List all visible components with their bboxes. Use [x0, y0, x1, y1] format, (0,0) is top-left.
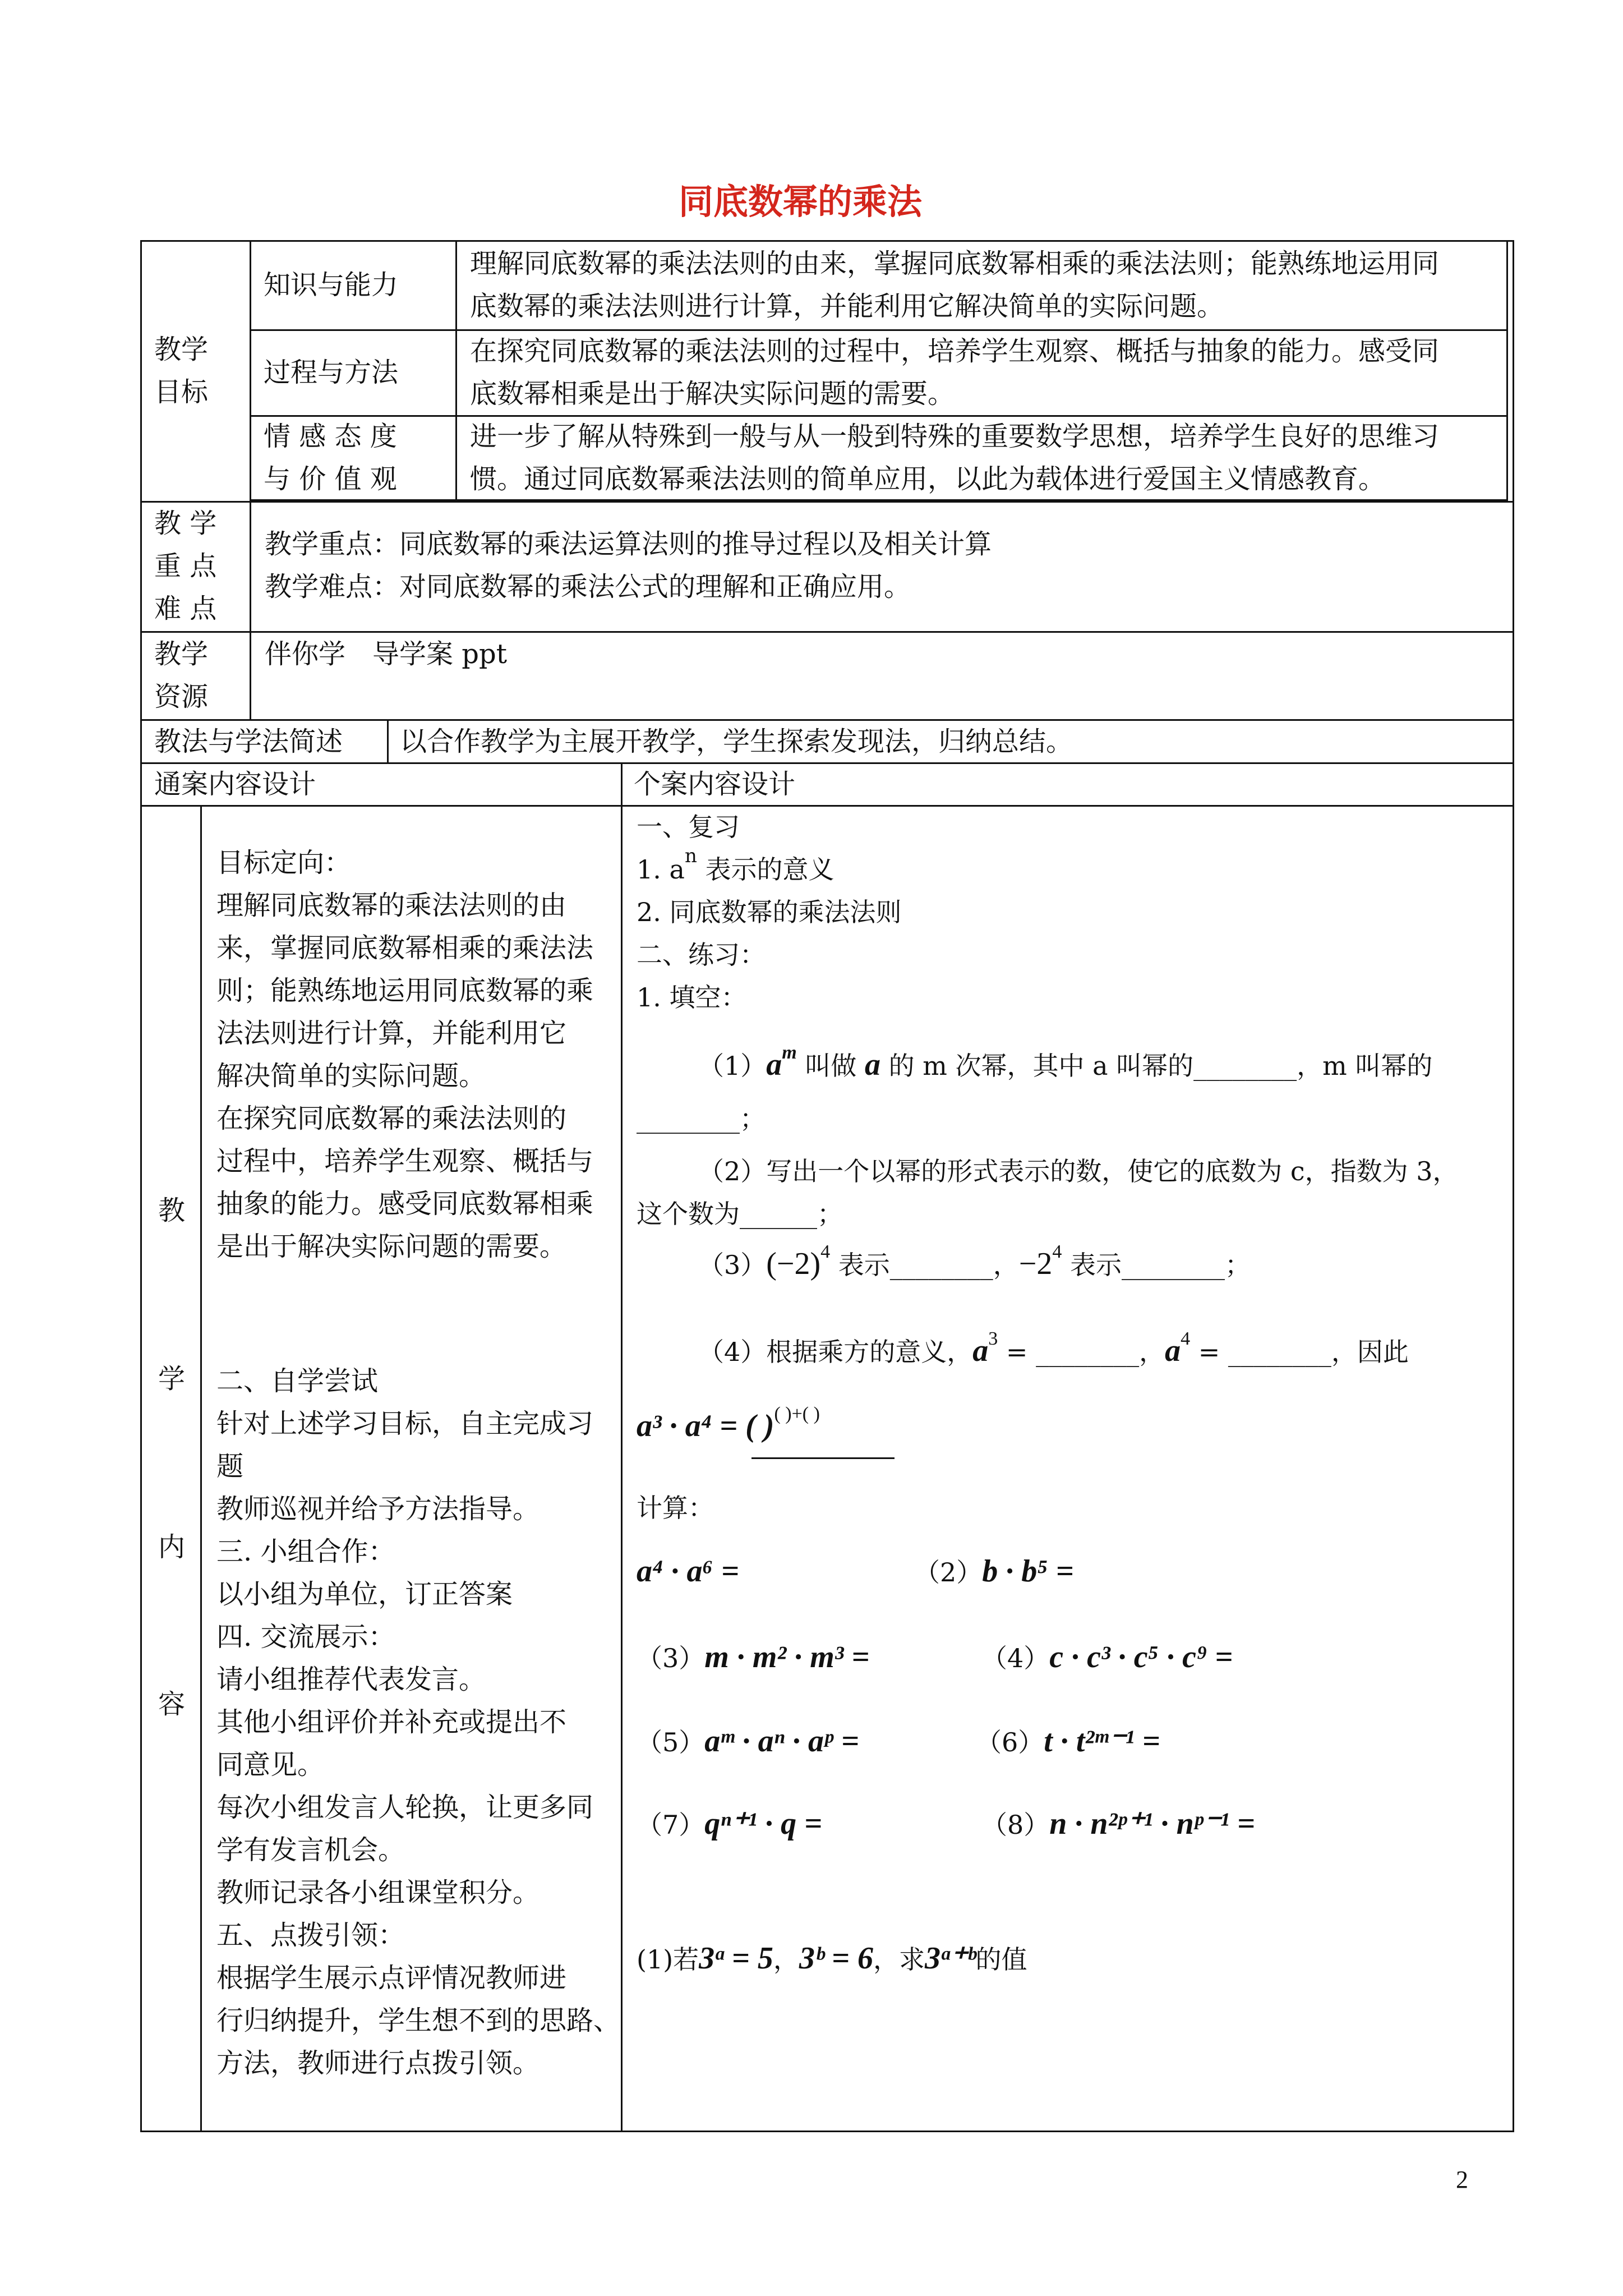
step-line: 每次小组发言人轮换，让更多同 [216, 1792, 594, 1823]
table-border-left [140, 240, 142, 2132]
goal-line: 解决简单的实际问题。 [216, 1060, 486, 1092]
objective-label: 过程与方法 [264, 357, 399, 388]
step-line: 教师巡视并给予方法指导。 [216, 1493, 540, 1525]
methods-value: 以合作教学为主展开教学，学生探索发现法，归纳总结。 [400, 726, 1073, 757]
step-line: 其他小组评价并补充或提出不 [216, 1706, 567, 1738]
objective-label [264, 415, 397, 500]
divider [140, 805, 1514, 807]
q1-base-2: a [864, 1047, 880, 1082]
q1-base: a [766, 1047, 782, 1082]
step-line: 根据学生展示点评情况教师进 [216, 1962, 567, 1994]
q4-formula-exp: ( )+( ) [774, 1404, 820, 1425]
calc-item [981, 1803, 1255, 1846]
divider [140, 501, 1514, 503]
question-4 [698, 1329, 1409, 1373]
objective-line: 理解同底数幂的乘法法则的由来，掌握同底数幂相乘的乘法法则；能熟练地运用同 [470, 248, 1440, 279]
objectives-header [154, 328, 208, 413]
q3-exp-1: 4 [820, 1241, 831, 1263]
calc-expr: m · m² · m³ = [704, 1640, 870, 1674]
resources-header-line: 教学 [154, 638, 209, 670]
table-border-right [1513, 240, 1514, 2132]
resources-header-line: 资源 [154, 681, 209, 712]
problem-pre: (1)若 [637, 1944, 699, 1975]
goal-line: 目标定向： [216, 847, 352, 878]
objective-line: 进一步了解从特殊到一般与从一般到特殊的重要数学思想，培养学生良好的思维习 [470, 421, 1440, 452]
step-line: 行归纳提升，学生想不到的思路、 [216, 2005, 621, 2036]
q2-line-2: 这个数为______； [637, 1199, 843, 1229]
objective-text [470, 330, 1439, 415]
objective-line: 惯。通过同底数幂乘法法则的简单应用，以此为载体进行爱国主义情感教育。 [470, 463, 1386, 495]
calc-expr: c · c³ · c⁵ · c⁹ = [1049, 1640, 1233, 1674]
q1-label: （1） [698, 1051, 767, 1081]
objectives-header-line: 教学 [154, 334, 209, 365]
problem-expr-3: 3ᵃ⁺ᵇ [924, 1941, 976, 1976]
goal-section [216, 841, 593, 1268]
divider [250, 631, 251, 721]
calc-expr: aᵐ · aⁿ · aᵖ = [704, 1724, 859, 1759]
objectives-header-line: 目标 [154, 376, 209, 408]
step-line: 同意见。 [216, 1749, 325, 1780]
step-line: 以小组为单位，订正答案 [216, 1579, 513, 1610]
q1-rest: 的 m 次幂，其中 a 叫幂的________，m 叫幂的 [880, 1051, 1433, 1081]
table-border-bottom [140, 2131, 1514, 2132]
q2-line-1: （2）写出一个以幂的形式表示的数，使它的底数为 c，指数为 3， [698, 1156, 1459, 1186]
q3-expr-2: −2 [1018, 1246, 1053, 1281]
divider [387, 719, 389, 764]
review-item-1-post: 表示的意义 [697, 854, 834, 885]
calc-item [637, 1803, 822, 1846]
left-column-header: 通案内容设计 [154, 769, 316, 800]
q4-base-1: a [972, 1333, 989, 1368]
calc-label: （6） [976, 1727, 1044, 1757]
goal-line: 则；能熟练地运用同底数幂的乘 [216, 975, 594, 1006]
divider [621, 762, 623, 2132]
objective-text [470, 242, 1439, 328]
side-label-char: 学 [158, 1363, 186, 1395]
answer-underline [751, 1457, 895, 1459]
q1-exp: m [782, 1042, 797, 1064]
q3-mid: 表示________， [830, 1250, 1019, 1280]
calc-expr: qⁿ⁺¹ · q = [704, 1806, 823, 1841]
objective-label-line: 情 感 态 度 [264, 421, 397, 452]
review-item-1-sup: n [684, 845, 697, 868]
q1-end: ________； [637, 1103, 766, 1134]
review-title: 一、复习 [637, 812, 740, 842]
step-line: 三. 小组合作： [216, 1536, 395, 1567]
calc-expr: t · t²ᵐ⁻¹ = [1044, 1724, 1160, 1759]
objective-line: 底数幂的乘法法则进行计算，并能利用它解决简单的实际问题。 [470, 291, 1224, 322]
q4-base-2: a [1165, 1333, 1181, 1368]
step-line: 请小组推荐代表发言。 [216, 1664, 486, 1695]
question-3 [698, 1243, 1251, 1286]
calc-expr: b · b⁵ = [982, 1554, 1074, 1589]
resources-header [154, 633, 208, 718]
resources-value: 伴你学 导学案 ppt [265, 638, 508, 670]
step-line: 学有发言机会。 [216, 1834, 405, 1866]
keypoints-header [154, 502, 216, 630]
step-line: 教师记录各小组课堂积分。 [216, 1877, 540, 1908]
goal-line: 是出于解决实际问题的需要。 [216, 1231, 567, 1262]
fill-title: 1. 填空： [637, 982, 747, 1013]
calc-label: （5） [637, 1727, 705, 1757]
problem-expr-2: 3ᵇ = 6 [799, 1941, 873, 1976]
calc-label: （4） [981, 1643, 1050, 1673]
calc-label: （2） [914, 1557, 983, 1588]
q4-formula-main: a³ · a⁴ = ( ) [637, 1409, 774, 1443]
keypoint-line: 教学重点：同底数幂的乘法运算法则的推导过程以及相关计算 [265, 528, 992, 560]
goal-line: 在探究同底数幂的乘法法则的 [216, 1103, 567, 1134]
page-number: 2 [1456, 2166, 1468, 2193]
calc-label: （3） [637, 1643, 705, 1673]
objective-line: 在探究同底数幂的乘法法则的过程中，培养学生观察、概括与抽象的能力。感受同 [470, 335, 1440, 367]
page-title: 同底数幂的乘法 [679, 181, 923, 222]
objective-text [470, 415, 1439, 500]
q4-formula [637, 1404, 820, 1444]
step-line: 方法，教师进行点拨引领。 [216, 2047, 540, 2079]
calc-item [637, 1551, 739, 1594]
calc-label: （7） [637, 1810, 705, 1840]
goal-line: 理解同底数幂的乘法法则的由 [216, 890, 567, 921]
question-1 [698, 1043, 1432, 1087]
calc-title: 计算： [637, 1493, 714, 1523]
problem-expr-1: 3ᵃ = 5 [699, 1941, 773, 1976]
calc-item [637, 1637, 869, 1680]
goal-line: 抽象的能力。感受同底数幂相乘 [216, 1188, 594, 1220]
calc-item [976, 1721, 1160, 1764]
keypoints-text [265, 523, 992, 608]
q3-end: 表示________； [1062, 1250, 1251, 1280]
q4-mid-1: = ________， [998, 1337, 1165, 1367]
calc-item [637, 1721, 859, 1764]
q4-exp-2: 4 [1181, 1328, 1191, 1350]
problem-sep: ， [773, 1944, 799, 1975]
q3-expr-1: (−2) [766, 1246, 821, 1281]
problem-end: 的值 [975, 1944, 1027, 1975]
methods-label: 教法与学法简述 [154, 726, 343, 757]
q3-label: （3） [698, 1250, 767, 1280]
divider [455, 240, 457, 501]
right-column-header: 个案内容设计 [634, 769, 796, 800]
keypoints-header-line: 难 点 [154, 593, 217, 624]
calc-item [981, 1637, 1233, 1680]
divider [250, 240, 251, 501]
goal-line: 来，掌握同底数幂相乘的乘法法 [216, 932, 594, 964]
problem-mid: ，求 [873, 1944, 925, 1975]
side-label-char: 容 [158, 1688, 186, 1720]
review-item-2: 2. 同底数幂的乘法法则 [637, 897, 902, 927]
step-line: 针对上述学习目标，自主完成习 [216, 1408, 594, 1439]
q4-exp-1: 3 [988, 1328, 998, 1350]
step-line: 题 [216, 1451, 244, 1482]
keypoints-header-line: 重 点 [154, 550, 217, 582]
step-line: 四. 交流展示： [216, 1621, 395, 1653]
q4-mid-2: = ________，因此 [1190, 1337, 1409, 1367]
calc-label: （8） [981, 1810, 1050, 1840]
q3-exp-2: 4 [1052, 1241, 1062, 1263]
q1-mid: 叫做 [796, 1051, 865, 1081]
q4-label: （4）根据乘方的意义， [698, 1337, 973, 1367]
divider [1506, 240, 1508, 501]
side-label-char: 内 [158, 1531, 186, 1563]
goal-line: 过程中，培养学生观察、概括与 [216, 1145, 594, 1177]
keypoints-header-line: 教 学 [154, 508, 217, 539]
objective-line: 底数幂相乘是出于解决实际问题的需要。 [470, 378, 955, 409]
divider [250, 501, 251, 633]
review-item-1 [637, 845, 834, 891]
calc-expr: a⁴ · a⁶ = [637, 1554, 739, 1589]
practice-title: 二、练习： [637, 940, 766, 970]
calc-item [914, 1551, 1074, 1594]
calc-expr: n · n²ᵖ⁺¹ · nᵖ⁻¹ = [1049, 1806, 1255, 1841]
step-line: 五、点拨引领： [216, 1920, 405, 1951]
step-line: 二、自学尝试 [216, 1365, 379, 1397]
objective-label: 知识与能力 [264, 269, 399, 301]
steps-section [216, 1360, 620, 2085]
goal-line: 法法则进行计算，并能利用它 [216, 1018, 567, 1049]
objective-label-line: 与 价 值 观 [264, 463, 397, 495]
divider [200, 805, 202, 2132]
table-border-top [140, 240, 1514, 242]
keypoint-line: 教学难点：对同底数幂的乘法公式的理解和正确应用。 [265, 571, 911, 602]
side-label-char: 教 [158, 1195, 186, 1226]
problem-last [637, 1938, 1027, 1981]
review-item-1-pre: 1. a [637, 854, 685, 885]
